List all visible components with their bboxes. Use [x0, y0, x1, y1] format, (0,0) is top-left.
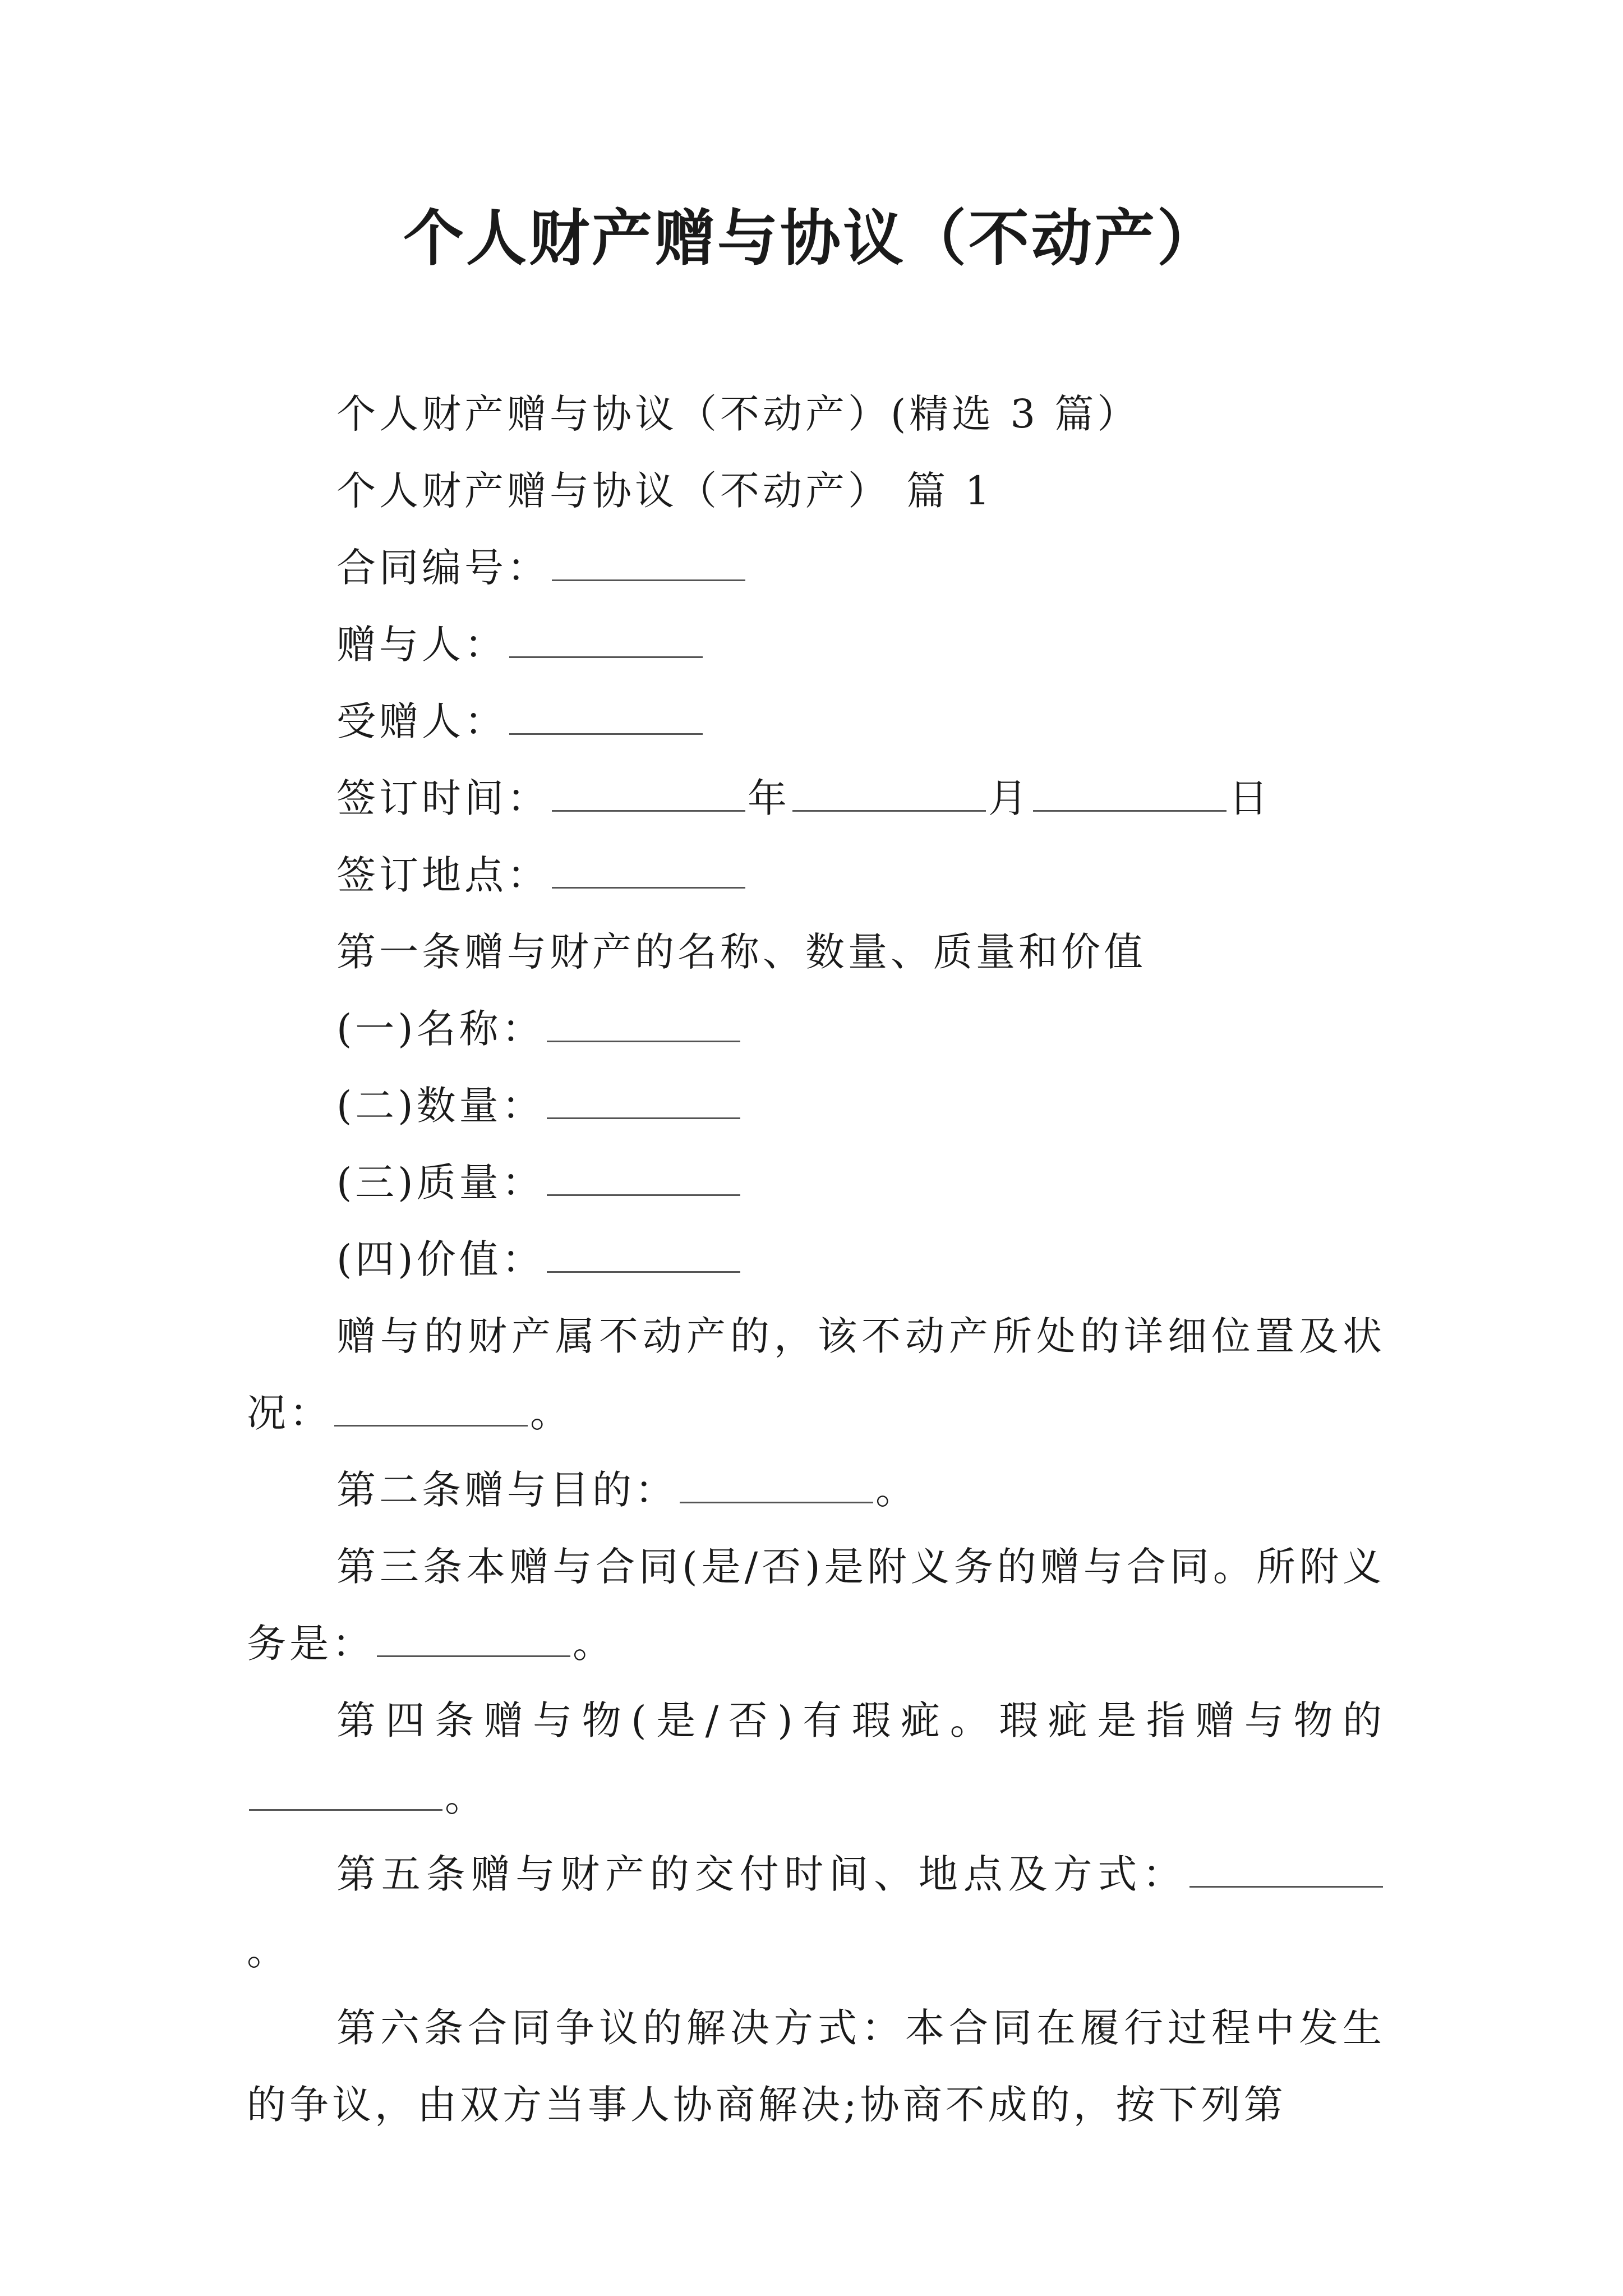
subtitle: 个人财产赠与协议（不动产）(精选 3 篇）	[336, 391, 1140, 437]
article1-value-line	[247, 1221, 1385, 1298]
section-heading-line	[247, 453, 1385, 530]
article4-text: 第四条赠与物(是/否)有瑕疵。瑕疵是指赠与物的	[336, 1697, 1385, 1743]
month-blank[interactable]	[792, 776, 986, 812]
sign-time-line	[247, 760, 1385, 837]
article2-end: 。	[875, 1467, 918, 1513]
article2-paragraph	[247, 1452, 1385, 1529]
article3-blank[interactable]	[377, 1622, 570, 1657]
document-title: 个人财产赠与协议（不动产）	[403, 203, 1220, 274]
article2-text: 第二条赠与目的：	[336, 1467, 677, 1513]
realestate-end: 。	[530, 1390, 573, 1436]
realestate-text: 赠与的财产属不动产的，该不动产所处的详细位置及状况：	[247, 1313, 1385, 1436]
subtitle-line	[247, 376, 1385, 453]
article1-quality-blank[interactable]	[547, 1161, 740, 1196]
donee-label: 受赠人：	[336, 698, 507, 744]
article6-text: 第六条合同争议的解决方式：本合同在履行过程中发生的争议，由双方当事人协商解决;协商不成的，按下列第	[247, 2005, 1385, 2128]
article1-value-label: (四)价值：	[336, 1236, 545, 1282]
article1-value-blank[interactable]	[547, 1237, 740, 1273]
day-label: 日	[1229, 775, 1271, 821]
contract-no-blank[interactable]	[552, 546, 745, 581]
article1-quantity-line	[247, 1068, 1385, 1144]
article5-blank[interactable]	[1189, 1852, 1383, 1888]
sign-place-label: 签订地点：	[336, 852, 550, 898]
article3-end: 。	[573, 1621, 615, 1667]
article2-blank[interactable]	[680, 1468, 873, 1503]
year-label: 年	[748, 775, 790, 821]
donee-blank[interactable]	[509, 700, 703, 735]
sign-place-line	[247, 837, 1385, 914]
article3-paragraph	[247, 1529, 1385, 1682]
month-label: 月	[988, 775, 1031, 821]
sign-time-label: 签订时间：	[336, 775, 550, 821]
document-body	[247, 376, 1385, 2143]
article1-quality-label: (三)质量：	[336, 1159, 545, 1205]
year-blank[interactable]	[552, 776, 745, 812]
realestate-paragraph	[247, 1298, 1385, 1452]
article3-text: 第三条本赠与合同(是/否)是附义务的赠与合同。所附义务是：	[247, 1544, 1385, 1667]
donor-blank[interactable]	[509, 623, 703, 658]
article4-paragraph	[247, 1682, 1385, 1836]
article5-end: 。	[247, 1928, 289, 1974]
article1-heading-line	[247, 914, 1385, 991]
day-blank[interactable]	[1033, 776, 1227, 812]
article4-end: 。	[445, 1774, 487, 1820]
article1-name-line	[247, 991, 1385, 1068]
article4-blank[interactable]	[249, 1775, 442, 1811]
article1-quantity-blank[interactable]	[547, 1084, 740, 1119]
sign-place-blank[interactable]	[552, 853, 745, 889]
article1-quantity-label: (二)数量：	[336, 1083, 545, 1129]
article5-paragraph	[247, 1836, 1385, 1990]
contract-no-label: 合同编号：	[336, 545, 550, 591]
article5-text: 第五条赠与财产的交付时间、地点及方式：	[336, 1851, 1187, 1897]
realestate-blank[interactable]	[334, 1391, 528, 1427]
contract-no-line	[247, 530, 1385, 606]
article1-name-label: (一)名称：	[336, 1006, 545, 1052]
article1-name-blank[interactable]	[547, 1007, 740, 1042]
article6-paragraph	[247, 1990, 1385, 2143]
donee-line	[247, 683, 1385, 760]
donor-label: 赠与人：	[336, 622, 507, 668]
article1-quality-line	[247, 1144, 1385, 1221]
section-heading: 个人财产赠与协议（不动产） 篇 1	[336, 468, 994, 514]
donor-line	[247, 606, 1385, 683]
article1-heading: 第一条赠与财产的名称、数量、质量和价值	[336, 929, 1146, 975]
